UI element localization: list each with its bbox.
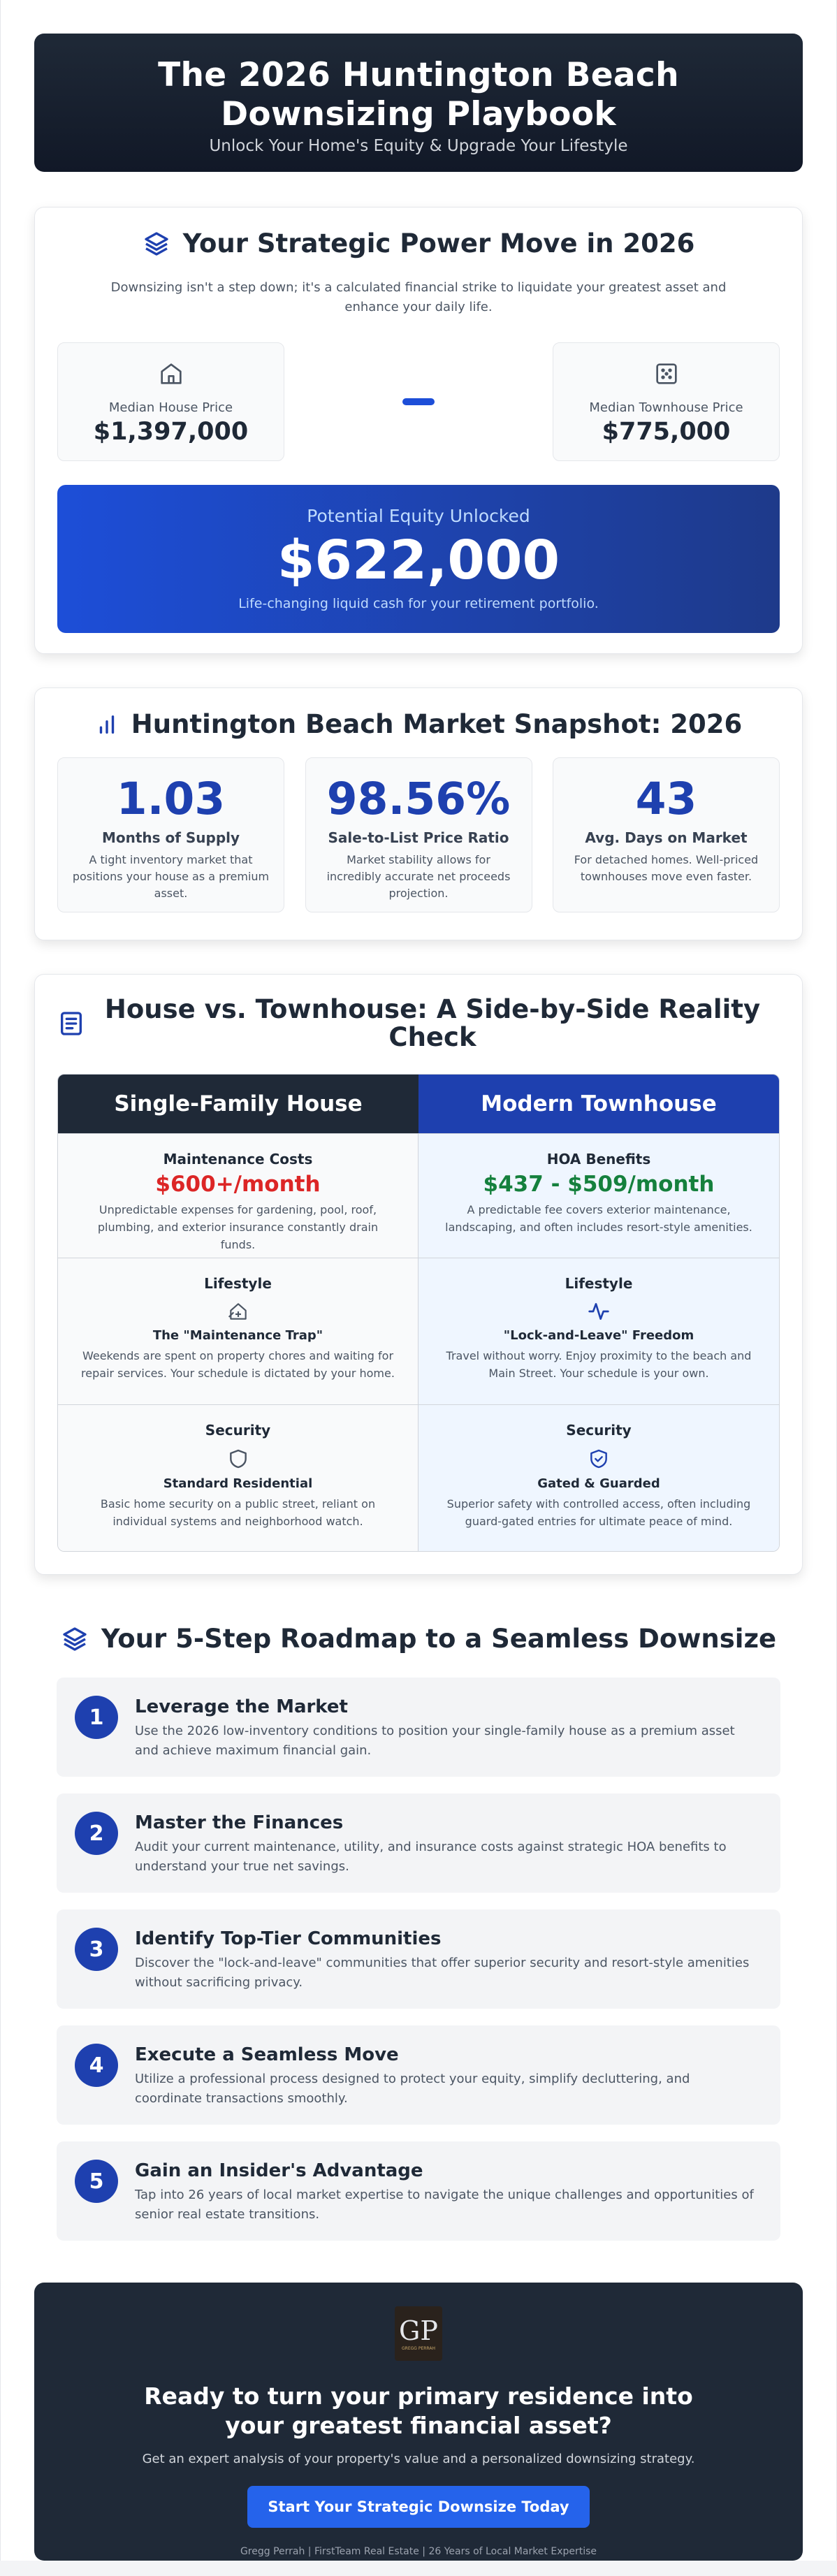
- cta-title-line2: your greatest financial asset?: [225, 2412, 612, 2439]
- hero-banner: [34, 34, 803, 172]
- activity-icon: [587, 1300, 611, 1323]
- step-desc: Utilize a professional process designed to protect your equity, simplify decluttering, and coordinate transactions smoothly.: [135, 2072, 690, 2106]
- list-icon: [57, 1010, 85, 1038]
- cell-desc: Unpredictable expenses for gardening, pool, roof, plumbing, and exterior insurance constantly drain funds.: [97, 1203, 379, 1251]
- step-number-badge: 5: [75, 2160, 118, 2203]
- layers-icon: [143, 230, 170, 258]
- house-icon: [157, 360, 185, 388]
- step-title: Execute a Seamless Move: [135, 2044, 399, 2065]
- hero-title-line2: Downsizing Playbook: [221, 95, 616, 133]
- stat-sale-to-list: [305, 757, 532, 912]
- roadmap-steps: [57, 1678, 780, 2241]
- step-number-badge: 1: [75, 1696, 118, 1739]
- equity-banner: [57, 485, 780, 633]
- hoa-fee-value: $437 - $509/month: [483, 1172, 715, 1197]
- cell-caption: Lifestyle: [204, 1275, 272, 1292]
- house-price-label: Median House Price: [108, 400, 233, 415]
- step-desc: Use the 2026 low-inventory conditions to position your single-family house as a premium asset and achieve maximum financial gain.: [135, 1724, 735, 1758]
- roadmap-title: [57, 1624, 780, 1654]
- cell-caption: HOA Benefits: [546, 1151, 651, 1167]
- price-comparison: [57, 342, 780, 461]
- maintenance-cost-value: $600+/month: [155, 1172, 321, 1197]
- stat-title: Avg. Days on Market: [585, 829, 748, 846]
- townhouse-lifestyle-cell: [418, 1258, 779, 1404]
- maintenance-costs-cell: [58, 1133, 418, 1258]
- cta-section: [34, 2283, 803, 2561]
- comparison-title: [57, 996, 780, 1051]
- house-column-header: Single-Family House: [58, 1075, 418, 1133]
- house-price-box: [57, 342, 284, 461]
- hoa-benefits-cell: [418, 1133, 779, 1258]
- house-security-cell: [58, 1404, 418, 1551]
- cell-desc: Travel without worry. Enjoy proximity to the beach and Main Street. Your schedule is your own.: [446, 1349, 752, 1380]
- cell-caption: Security: [205, 1422, 271, 1439]
- step-number-badge: 2: [75, 1812, 118, 1855]
- cell-desc: Basic home security on a public street, reliant on individual systems and neighborhood watch.: [100, 1497, 376, 1528]
- equity-note: Life-changing liquid cash for your retirement portfolio.: [238, 596, 599, 611]
- cell-subtitle: The "Maintenance Trap": [152, 1328, 323, 1343]
- brand-logo: [395, 2306, 442, 2361]
- comparison-title-text: House vs. Townhouse: A Side-by-Side Reality Check: [104, 994, 761, 1052]
- cell-caption: Maintenance Costs: [163, 1151, 313, 1167]
- cell-desc: A predictable fee covers exterior maintenance, landscaping, and often includes resort-style amenities.: [445, 1203, 752, 1234]
- step-desc: Audit your current maintenance, utility, and insurance costs against strategic HOA benefits to understand your true net savings.: [135, 1840, 727, 1874]
- stat-value: 1.03: [116, 773, 226, 824]
- cell-subtitle: "Lock-and-Leave" Freedom: [503, 1328, 694, 1343]
- stat-title: Sale-to-List Price Ratio: [328, 829, 509, 846]
- equity-label: Potential Equity Unlocked: [307, 506, 530, 526]
- building-icon: [653, 360, 680, 388]
- dash-divider: [402, 398, 435, 405]
- equity-value: $622,000: [277, 530, 560, 592]
- logo-text: GREGG PERRAH: [402, 2345, 435, 2351]
- cell-caption: Lifestyle: [565, 1275, 633, 1292]
- townhouse-price-label: Median Townhouse Price: [589, 400, 743, 415]
- logo-monogram: GP: [399, 2315, 438, 2346]
- layers-icon: [61, 1625, 89, 1653]
- strategy-title-text: Your Strategic Power Move in 2026: [182, 228, 695, 259]
- shield-check-icon: [588, 1447, 610, 1471]
- roadmap-step: [57, 1793, 780, 1893]
- step-desc: Tap into 26 years of local market expertise to navigate the unique challenges and opportunities of senior real estate transitions.: [135, 2188, 754, 2222]
- market-snapshot-section: [34, 687, 803, 940]
- strategy-section: [34, 207, 803, 654]
- cell-caption: Security: [566, 1422, 632, 1439]
- stat-months-supply: [57, 757, 284, 912]
- roadmap-section: [34, 1624, 803, 2241]
- cell-subtitle: Gated & Guarded: [537, 1476, 660, 1491]
- stat-desc: A tight inventory market that positions your house as a premium asset.: [72, 853, 270, 900]
- shield-icon: [227, 1447, 249, 1471]
- step-desc: Discover the "lock-and-leave" communities that offer superior security and resort-style amenities without sacrificing privacy.: [135, 1956, 750, 1990]
- stat-desc: Market stability allows for incredibly accurate net proceeds projection.: [326, 853, 511, 900]
- cta-subtitle: Get an expert analysis of your property's value and a personalized downsizing strategy.: [142, 2452, 695, 2466]
- start-downsize-button[interactable]: Start Your Strategic Downsize Today: [247, 2486, 590, 2528]
- stat-desc: For detached homes. Well-priced townhouses move even faster.: [574, 853, 759, 883]
- townhouse-price-value: $775,000: [602, 418, 731, 446]
- stat-days-on-market: [553, 757, 780, 912]
- cta-footer: Gregg Perrah | FirstTeam Real Estate | 26 Years of Local Market Expertise: [240, 2546, 597, 2557]
- step-number-badge: 3: [75, 1928, 118, 1971]
- cell-desc: Superior safety with controlled access, often including guard-gated entries for ultimate peace of mind.: [446, 1497, 751, 1528]
- townhouse-price-box: [553, 342, 780, 461]
- strategy-lead: Downsizing isn't a step down; it's a calculated financial strike to liquidate your greatest asset and enhance your daily life.: [110, 280, 727, 314]
- townhouse-column-header: Modern Townhouse: [418, 1075, 779, 1133]
- house-price-value: $1,397,000: [93, 418, 249, 446]
- bar-chart-icon: [95, 713, 119, 736]
- step-number-badge: 4: [75, 2044, 118, 2087]
- hero-title-line1: The 2026 Huntington Beach: [158, 56, 679, 94]
- stat-value: 43: [635, 773, 697, 824]
- step-title: Gain an Insider's Advantage: [135, 2160, 423, 2181]
- roadmap-step: [57, 1678, 780, 1777]
- roadmap-step: [57, 1909, 780, 2009]
- hero-title: [62, 56, 775, 134]
- cta-title-line1: Ready to turn your primary residence into: [144, 2382, 693, 2410]
- roadmap-step: [57, 2141, 780, 2241]
- snapshot-title: [57, 709, 780, 739]
- townhouse-security-cell: [418, 1404, 779, 1551]
- cell-desc: Weekends are spent on property chores and waiting for repair services. Your schedule is dictated by your home.: [81, 1349, 395, 1380]
- snapshot-title-text: Huntington Beach Market Snapshot: 2026: [131, 709, 743, 739]
- stat-title: Months of Supply: [101, 829, 240, 846]
- step-title: Identify Top-Tier Communities: [135, 1928, 442, 1949]
- cta-title: [34, 2382, 803, 2440]
- step-title: Master the Finances: [135, 1812, 344, 1833]
- cell-subtitle: Standard Residential: [163, 1476, 313, 1491]
- stat-row: [57, 757, 780, 912]
- comparison-table: [57, 1074, 780, 1552]
- stat-value: 98.56%: [326, 773, 511, 824]
- house-tools-icon: [227, 1300, 249, 1323]
- hero-subtitle: Unlock Your Home's Equity & Upgrade Your Lifestyle: [209, 137, 628, 155]
- strategy-title: [57, 228, 780, 259]
- roadmap-title-text: Your 5-Step Roadmap to a Seamless Downsize: [101, 1624, 777, 1654]
- house-lifestyle-cell: [58, 1258, 418, 1404]
- step-title: Leverage the Market: [135, 1696, 348, 1717]
- comparison-section: [34, 974, 803, 1575]
- roadmap-step: [57, 2025, 780, 2125]
